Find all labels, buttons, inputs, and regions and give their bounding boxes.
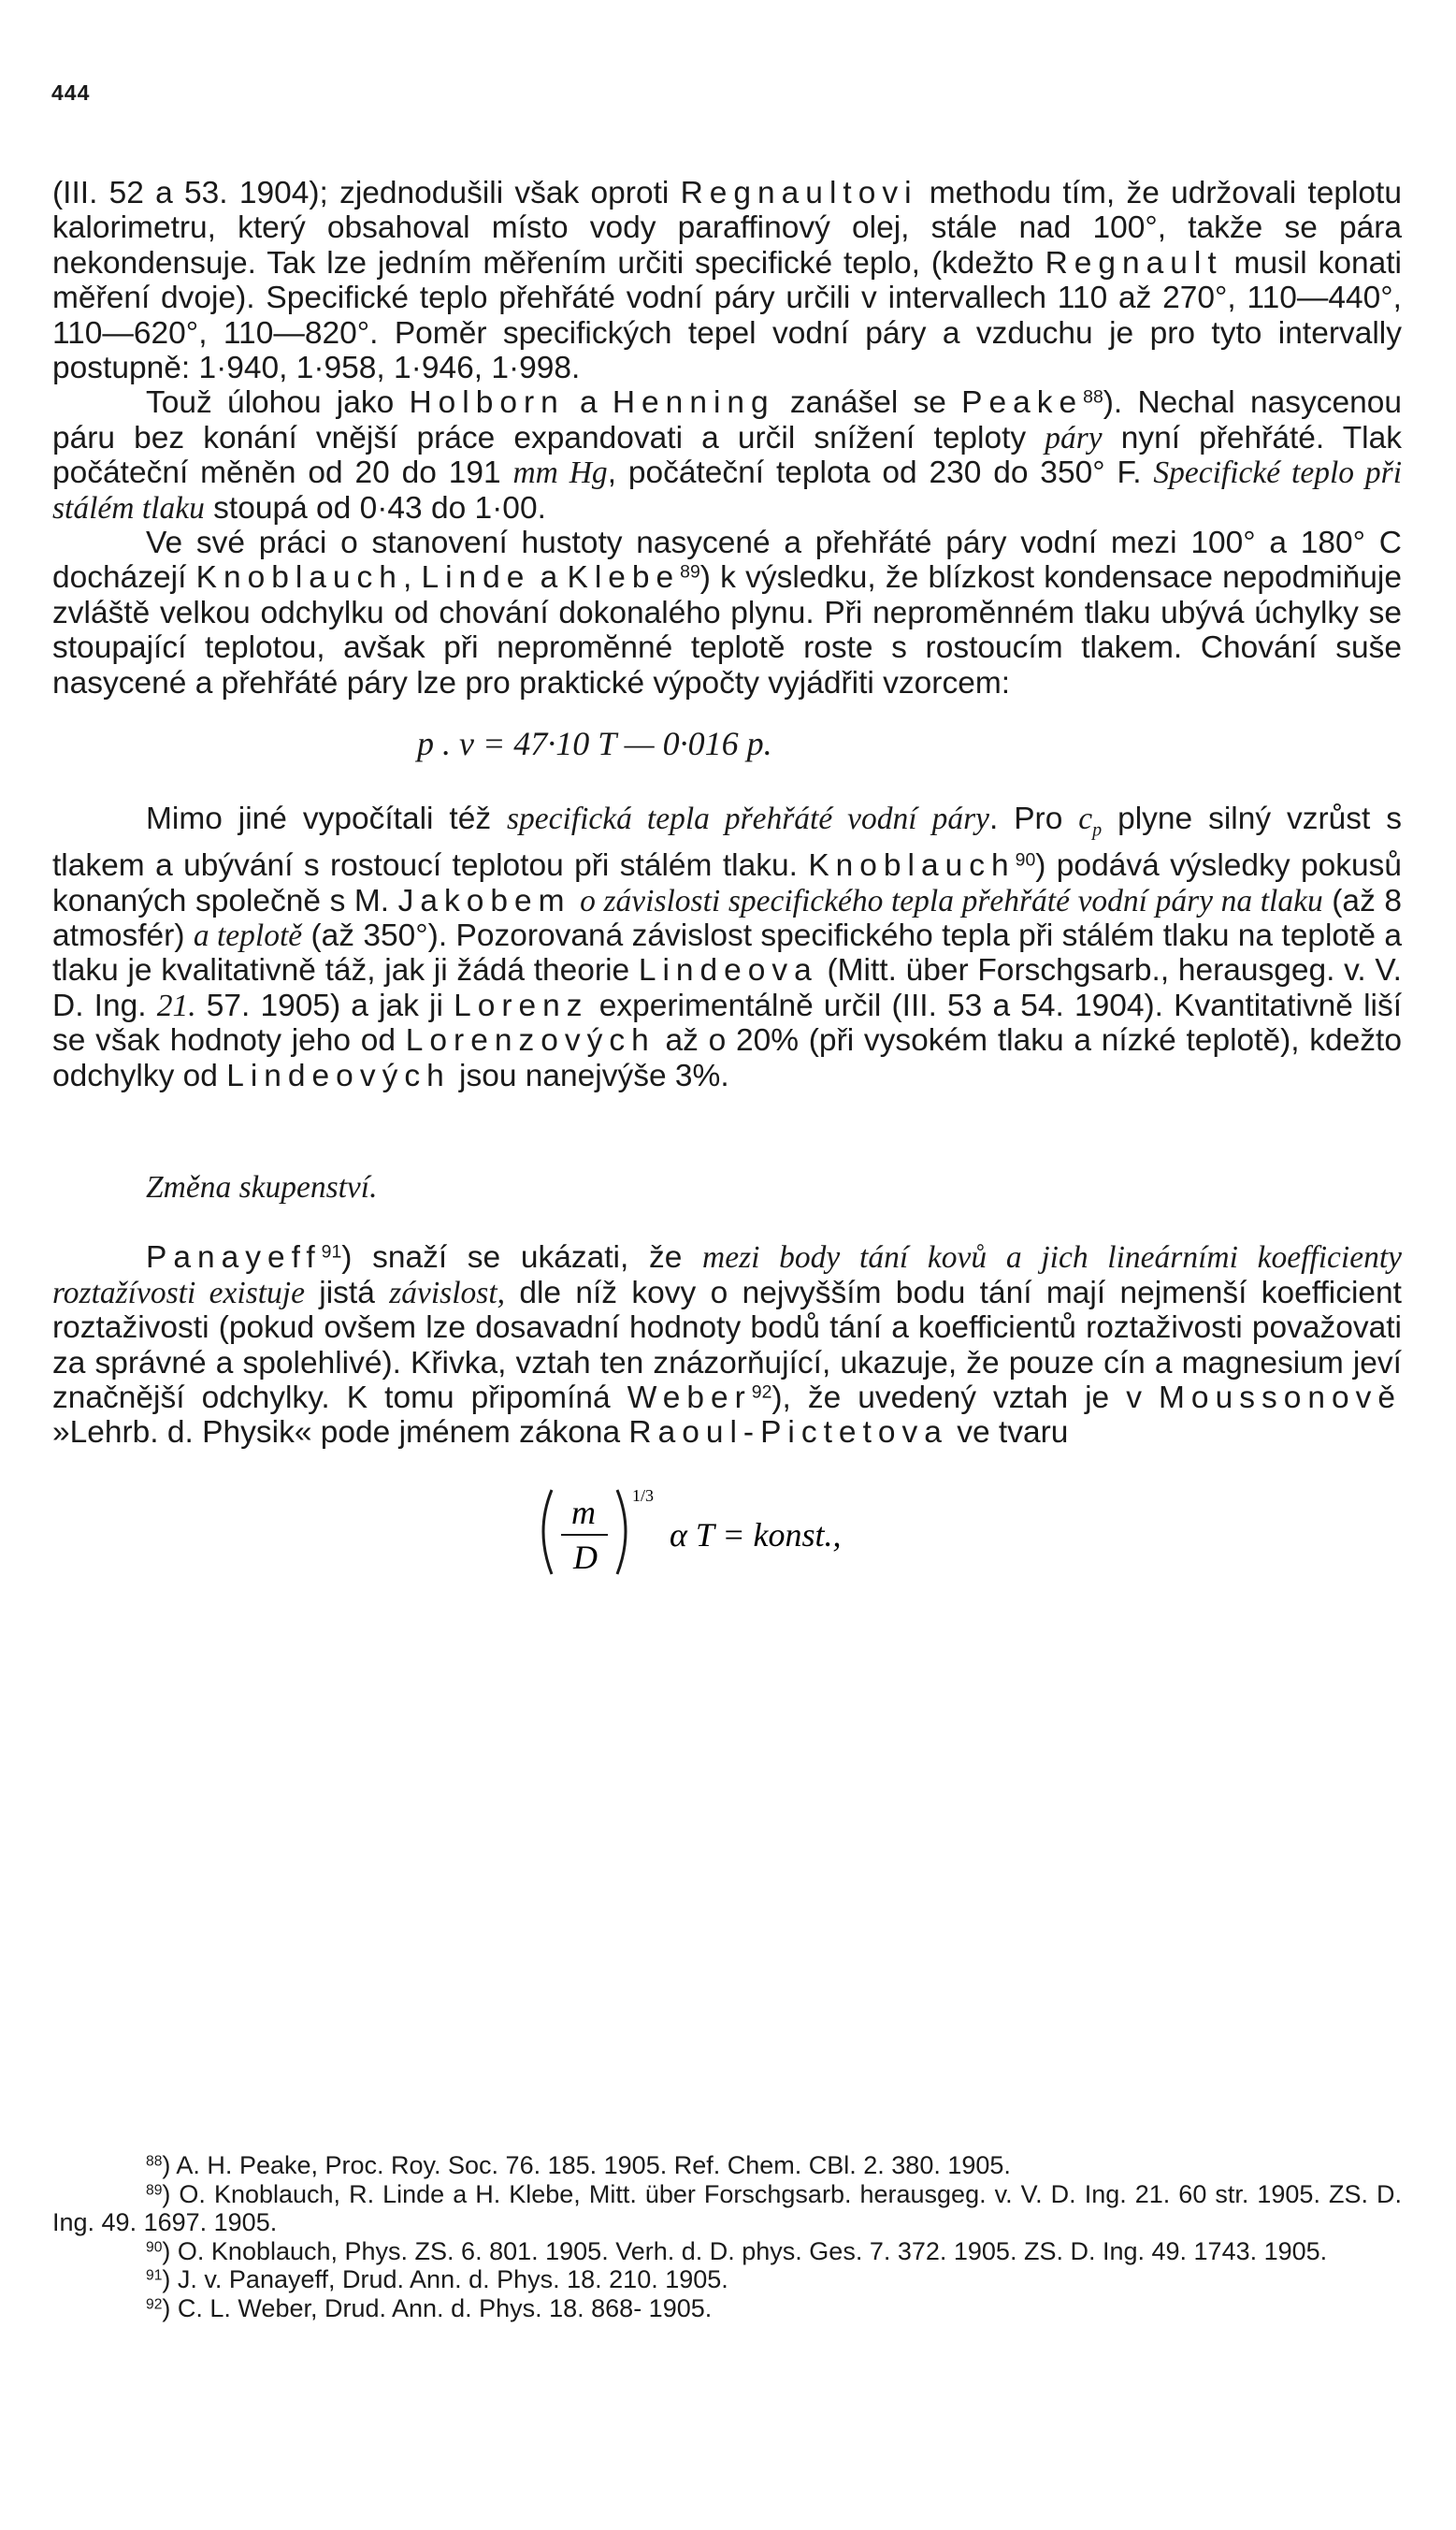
formula-2-numerator: m: [571, 1493, 596, 1531]
footnote: $^{88}$) A. H. Peake, Proc. Roy. Soc. 76. 185. 1905. Ref. Chem. CBl. 2. 380. 1905.: [146, 2151, 1011, 2179]
paragraph-5: Panayeff$^{91}$) snaží se ukázati, že mezi body tání kovů a jich lineárními koefficienty roztažívosti existuje jistá závislost, dle níž kovy o nejvyšším bodu tání mají nejmenší koefficient roztaživosti (pokud ovšem lze dosavadní hodnoty bodů tání a koefficientů roztaživosti považovati za správné a spolehlivé). Křivka, vztah ten znázorňující, ukazuje, že pouze cín a magnesium jeví značnější odchylky. K tomu připomíná Weber$^{92}$), že uvedený vztah je v Moussonově »Lehrb. d. Physik« pode jménem zákona Raoul-Pictetova ve tvaru: [52, 1240, 1402, 1451]
page-number: 444: [51, 80, 91, 105]
formula-2: [52, 1482, 1402, 1585]
section-heading: Změna skupenství.: [146, 1170, 378, 1206]
formula-2-exponent: 1/3: [632, 1485, 655, 1505]
footnote: $^{92}$) C. L. Weber, Drud. Ann. d. Phys. 18. 868- 1905.: [146, 2293, 713, 2322]
paragraph-4: Mimo jiné vypočítali též specifická tepla přehřáté vodní páry. Pro $c_p$ plyne silný vzrůst s tlakem a ubývání s rostoucí teplotou při stálém tlaku. Knoblauch$^{90}$) podává výsledky pokusů konaných společně s M. Jakobem o závislosti specifického tepla přehřáté vodní páry na tlaku (až 8 atmosfér) a teplotě (až 350°). Pozorovaná závislost specifického tepla při stálém tlaku na teplotě a tlaku je kvalitativně táž, jak ji žádá theorie Lindeova (Mitt. über Forschgsarb., herausgeg. v. V. D. Ing. 21. 57. 1905) a jak ji Lorenz experimentálně určil (III. 53 a 54. 1904). Kvantitativně liší se však hodnoty jeho od Lorenzových až o 20% (při vysokém tlaku a nízké teplotě), kdežto odchylky od Lindeových jsou nanejvýše 3%.: [52, 802, 1403, 1093]
paragraph-2: Touž úlohou jako Holborn a Henning zanášel se Peake$^{88}$). Nechal nasycenou páru bez konání vnější práce expandovati a určil snížení teploty páry nyní přehřáté. Tlak počáteční měněn od 20 do 191 mm Hg, počáteční teplota od 230 do 350° F. Specifické teplo při stálém tlaku stoupá od 0·43 do 1·00.: [52, 385, 1403, 526]
footnote: $^{90}$) O. Knoblauch, Phys. ZS. 6. 801. 1905. Verh. d. D. phys. Ges. 7. 372. 1905. ZS. D. Ing. 49. 1743. 1905.: [146, 2236, 1328, 2265]
formula-1: p . v = 47·10 T — 0·016 p.: [417, 725, 772, 763]
footnotes: [52, 2151, 1402, 2322]
main-text: [52, 176, 1402, 1585]
paragraph-3: Ve své práci o stanovení hustoty nasycené a přehřáté páry vodní mezi 100° a 180° C docházejí Knoblauch, Linde a Klebe$^{89}$) k výsledku, že blízkost kondensace nepodmiňuje zvláště velkou odchylku od chování dokonalého plynu. Při nepromĕnném tlaku ubývá úchylky se stoupající teplotou, avšak při nepromĕnné teplotě roste s rostoucím tlakem. Chování suše nasycené a přehřáté páry lze pro praktické výpočty vyjádřiti vzorcem:: [52, 526, 1402, 701]
formula-2-denominator: D: [573, 1538, 598, 1576]
formula-2-graphic: [531, 1482, 971, 1585]
formula-2-rest: α T = konst.,: [670, 1515, 842, 1554]
paragraph-1: (III. 52 a 53. 1904); zjednodušili však oproti Regnaultovi methodu tím, že udržovali teplotu kalorimetru, který obsahoval místo vody paraffinový olej, stále nad 100°, takže se pára nekondensuje. Tak lze jedním měřením určiti specifické teplo, (kdežto Regnault musil konati měření dvoje). Specifické teplo přehřáté vodní páry určili v intervallech 110 až 270°, 110—440°, 110—620°, 110—820°. Poměr specifických tepel vodní páry a vzduchu je pro tyto intervally postupně: 1·940, 1·958, 1·946, 1·998.: [52, 176, 1402, 386]
footnote: $^{89}$) O. Knoblauch, R. Linde a H. Klebe, Mitt. über Forschgsarb. herausgeg. v. V. D. Ing. 21. 60 str. 1905. ZS. D. Ing. 49. 1697. 1905.: [52, 2179, 1402, 2236]
footnote: $^{91}$) J. v. Panayeff, Drud. Ann. d. Phys. 18. 210. 1905.: [146, 2265, 728, 2293]
